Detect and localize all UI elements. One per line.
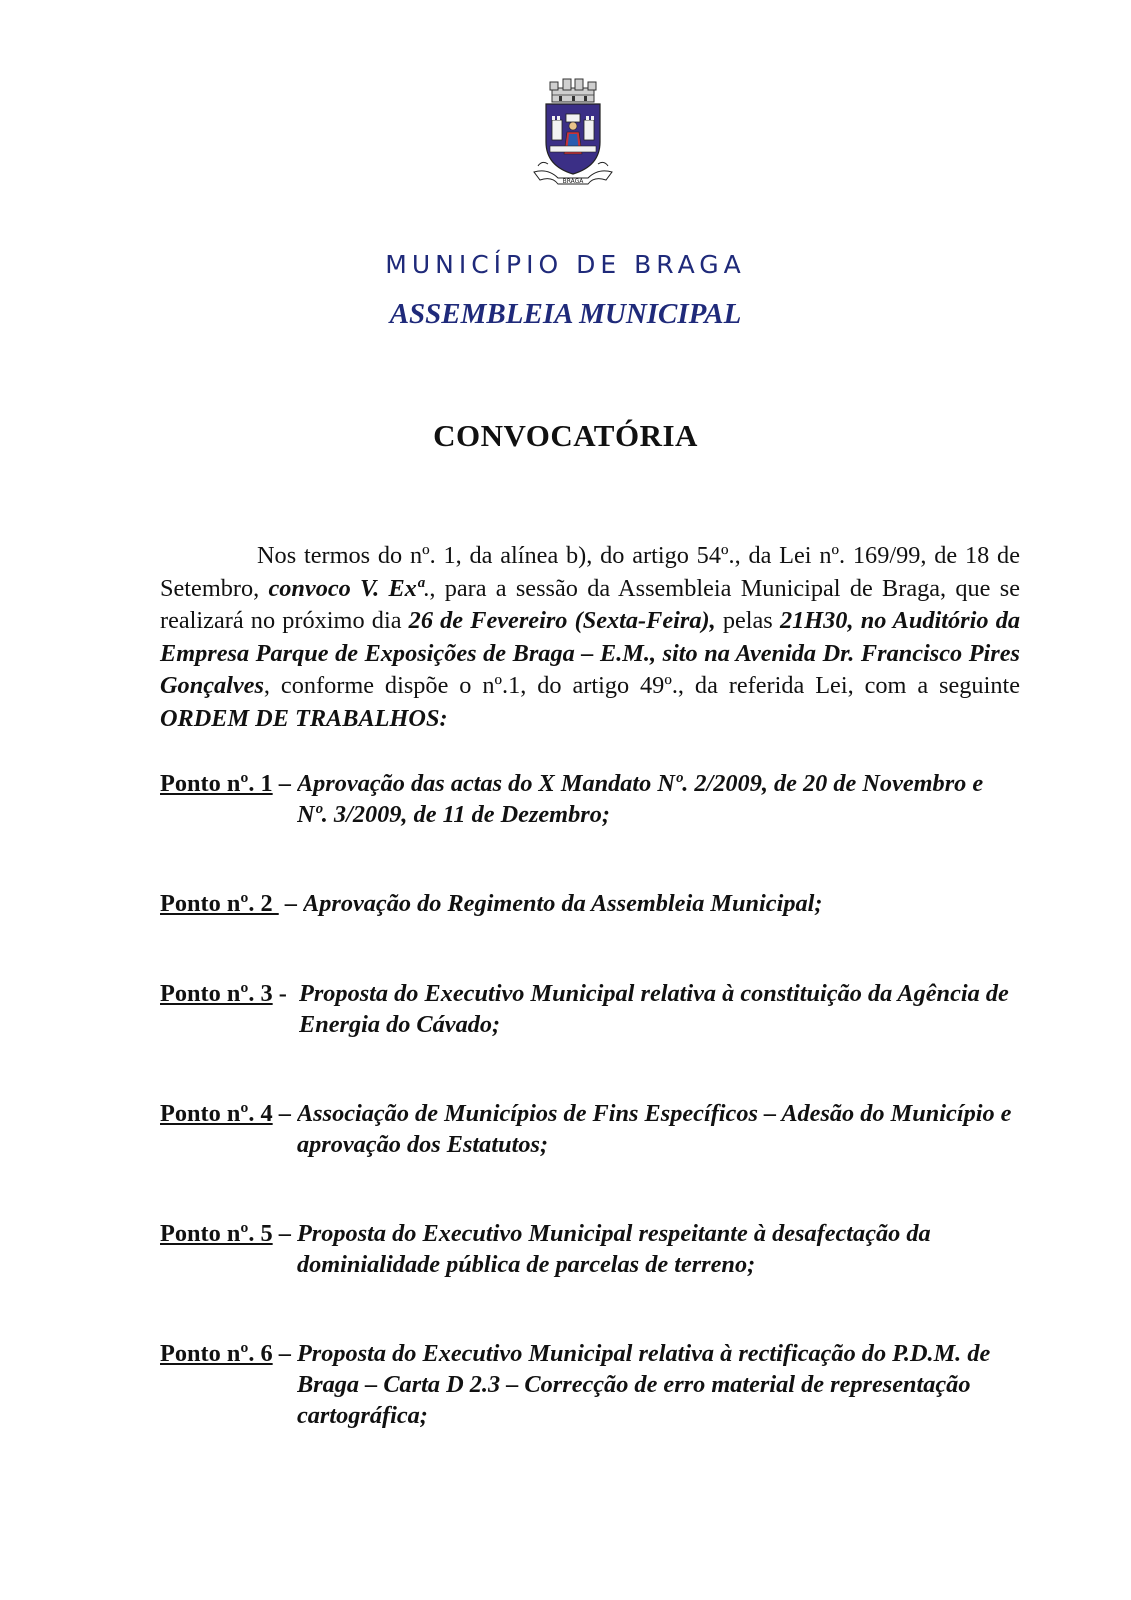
agenda-item-separator: –: [272, 1220, 297, 1247]
agenda-item-label: Ponto nº. 4: [160, 1100, 273, 1127]
intro-bold-agenda: ORDEM DE TRABALHOS:: [160, 704, 448, 732]
agenda-item-text: Proposta do Executivo Municipal relativa à constituição da Agência de Energia do Cávado;: [298, 980, 1009, 1038]
intro-paragraph: [160, 540, 1020, 735]
intro-bold-venue: 21H30, no Auditório da Empresa Parque de Exposições de Braga – E.M., sito na Avenida Dr. Francisco Pires Gonçalves: [160, 607, 1021, 699]
intro-bold-date: 26 de Fevereiro (Sexta-Feira),: [408, 607, 716, 634]
agenda-item-label: Ponto nº. 2: [160, 890, 279, 917]
agenda-item-text: Proposta do Executivo Municipal respeitante à desafectação da dominialidade pública de parcelas de terreno;: [296, 1220, 931, 1278]
agenda-item-separator: –: [272, 770, 297, 797]
agenda-item-label: Ponto nº. 5: [160, 1220, 273, 1247]
intro-bold-convoco: convoco V. Exª: [268, 574, 424, 602]
intro-text-3: pelas: [715, 607, 780, 634]
agenda-item-text: Proposta do Executivo Municipal relativa à rectificação do P.D.M. de Braga – Carta D 2.3 – Correcção de erro material de representação cartográfica;: [296, 1340, 991, 1429]
agenda-item-separator: –: [272, 1340, 297, 1367]
agenda-item-5: [160, 1218, 1020, 1280]
agenda-item-3: [160, 978, 1020, 1040]
intro-text-1: Nos termos do nº. 1, da alínea b), do artigo 54º., da Lei nº. 169/99, de 18 de Setembro,: [160, 542, 1020, 602]
page-title: CONVOCATÓRIA: [433, 418, 698, 453]
agenda-item-label: Ponto nº. 6: [160, 1340, 273, 1367]
agenda-item-2: [160, 888, 1020, 919]
agenda-item-separator: –: [278, 890, 304, 917]
agenda-item-label: Ponto nº. 3: [160, 980, 273, 1007]
agenda-item-text: Associação de Municípios de Fins Específicos – Adesão do Município e aprovação dos Estatutos;: [296, 1100, 1012, 1158]
municipality-heading: MUNICÍPIO DE BRAGA: [385, 250, 746, 279]
agenda-item-1: [160, 768, 1020, 830]
intro-text-4: , conforme dispõe o nº.1, do artigo 49º., da referida Lei, com a seguinte: [263, 672, 1020, 699]
assembly-heading: ASSEMBLEIA MUNICIPAL: [389, 298, 742, 330]
agenda-item-text: Aprovação do Regimento da Assembleia Municipal;: [303, 890, 823, 917]
agenda-item-4: [160, 1098, 1020, 1160]
agenda-item-separator: –: [272, 1100, 297, 1127]
braga-coat-of-arms-icon: [528, 76, 618, 194]
agenda-item-text: Aprovação das actas do X Mandato Nº. 2/2009, de 20 de Novembro e Nº. 3/2009, de 11 de Dezembro;: [296, 770, 984, 828]
agenda-item-label: Ponto nº. 1: [160, 770, 273, 797]
agenda-item-6: [160, 1338, 1020, 1431]
agenda-item-separator: -: [272, 980, 299, 1007]
intro-text-2: ., para a sessão da Assembleia Municipal de Braga, que se realizará no próximo dia: [160, 574, 1020, 634]
crest-caption: BRAGA: [562, 178, 584, 185]
